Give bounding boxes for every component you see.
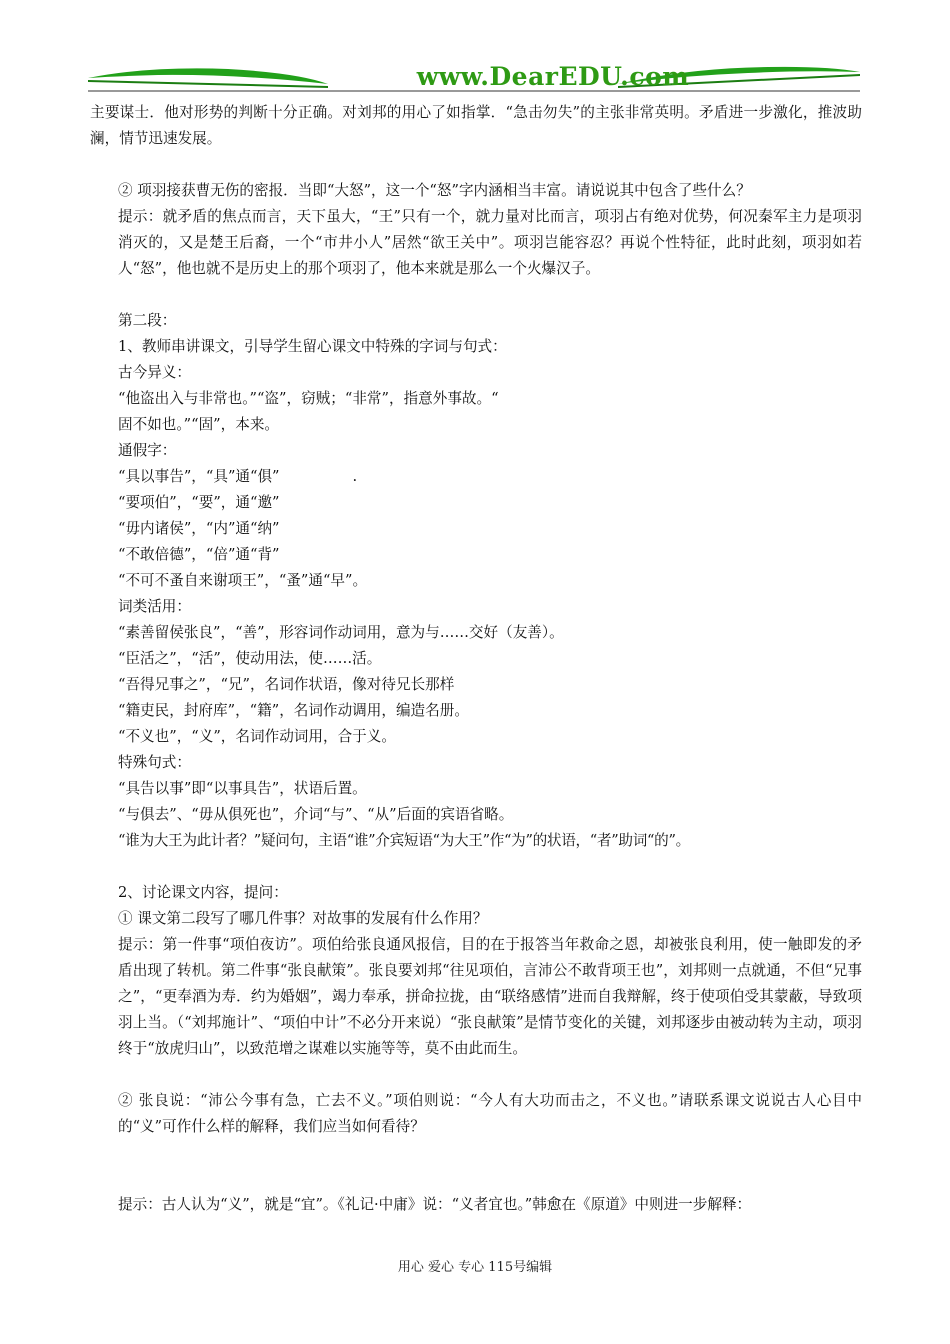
example-line: “不义也”，“义”，名词作动词用，合于义。 bbox=[118, 728, 396, 745]
example-line: “毋内诸侯”，“内”通“纳” bbox=[118, 520, 280, 537]
document-body bbox=[90, 100, 862, 1218]
question-events: ① 课文第二段写了哪几件事？对故事的发展有什么作用？ bbox=[118, 910, 488, 927]
question-anger: ② 项羽接获曹无伤的密报．当即“大怒”，这一个“怒”字内涵相当丰富。请说说其中包含了些什么？ bbox=[118, 182, 751, 199]
question-yi: ② 张良说：“沛公今事有急，亡去不义。”项伯则说：“今人有大功而击之，不义也。”请联系课文说说古人心目中的“义”可作什么样的解释，我们应当如何看待？ bbox=[118, 1092, 862, 1135]
example-line: “臣活之”，“活”，使动用法，使……活。 bbox=[118, 650, 382, 667]
hint-yi: 提示：古人认为“义”，就是“宜”。《礼记·中庸》说：“义者宜也。”韩愈在《原道》中则进一步解释： bbox=[118, 1196, 752, 1213]
section-heading-2: 第二段： bbox=[118, 312, 177, 329]
category-special-syntax: 特殊句式： bbox=[118, 754, 191, 771]
example-line: “不可不蚤自来谢项王”，“蚤”通“早”。 bbox=[118, 572, 368, 589]
example-line: “谁为大王为此计者？”疑问句，主语“谁”介宾短语“为大王”作“为”的状语，“者”助词“的”。 bbox=[118, 832, 690, 849]
example-line: “与俱去”、“毋从俱死也”，介词“与”、“从”后面的宾语省略。 bbox=[118, 806, 514, 823]
task-1: 1、教师串讲课文，引导学生留心课文中特殊的字词与句式： bbox=[118, 338, 507, 355]
example-line: “籍吏民，封府库”，“籍”，名词作动调用，编造名册。 bbox=[118, 702, 469, 719]
example-line: 固不如也。”“固”，本来。 bbox=[118, 416, 280, 433]
example-line: “他盗出入与非常也。”“盗”，窃贼；“非常”，指意外事故。“ bbox=[118, 390, 499, 407]
hint-events: 提示：第一件事“项伯夜访”。项伯给张良通风报信，目的在于报答当年救命之恩，却被张良利用，使一触即发的矛盾出现了转机。第二件事“张良献策”。张良要刘邦“往见项伯，言沛公不敢背项王也”，刘邦则一点就通，不但“兄事之”，“更奉酒为寿．约为婚姻”，竭力奉承，拼命拉拢，由“联络感情”进而自我辩解，终于使项伯受其蒙蔽，导致项羽上当。（“刘邦施计”、“项伯中计”不必分开来说）“张良献策”是情节变化的关键，刘邦逐步由被动转为主动，项羽终于“放虎归山”，以致范增之谋难以实施等等，莫不由此而生。 bbox=[118, 936, 862, 1057]
example-line: “具告以事”即“以事具告”，状语后置。 bbox=[118, 780, 367, 797]
category-word-class: 词类活用： bbox=[118, 598, 191, 615]
example-line: “不敢倍德”，“倍”通“背” bbox=[118, 546, 280, 563]
example-line: “具以事告”，“具”通“俱” . bbox=[118, 468, 358, 485]
example-line: “要项伯”，“要”，通“邀” bbox=[118, 494, 280, 511]
task-2: 2、讨论课文内容，提问： bbox=[118, 884, 288, 901]
site-logo-text[interactable]: www.DearEDU.com bbox=[416, 62, 690, 91]
page-footer: 用心 爱心 专心 115号编辑 bbox=[397, 1260, 553, 1275]
example-line: “素善留侯张良”，“善”，形容词作动词用，意为与……交好（友善）。 bbox=[118, 624, 564, 641]
example-line: “吾得兄事之”，“兄”，名词作状语，像对待兄长那样 bbox=[118, 676, 455, 693]
paragraph-continuation: 主要谋士．他对形势的判断十分正确。对刘邦的用心了如指掌．“急击勿失”的主张非常英明。矛盾进一步激化，推波助澜，情节迅速发展。 bbox=[90, 104, 862, 147]
site-banner bbox=[88, 60, 860, 96]
category-tongjia: 通假字： bbox=[118, 442, 177, 459]
hint-anger: 提示：就矛盾的焦点而言，天下虽大，“王”只有一个，就力量对比而言，项羽占有绝对优势，何况秦军主力是项羽消灭的，又是楚王后裔，一个“市井小人”居然“欲王关中”。项羽岂能容忍？再说个性特征，此时此刻，项羽如若人“怒”，他也就不是历史上的那个项羽了，他本来就是那么一个火爆汉子。 bbox=[118, 208, 862, 277]
category-ancient-modern: 古今异义： bbox=[118, 364, 191, 381]
